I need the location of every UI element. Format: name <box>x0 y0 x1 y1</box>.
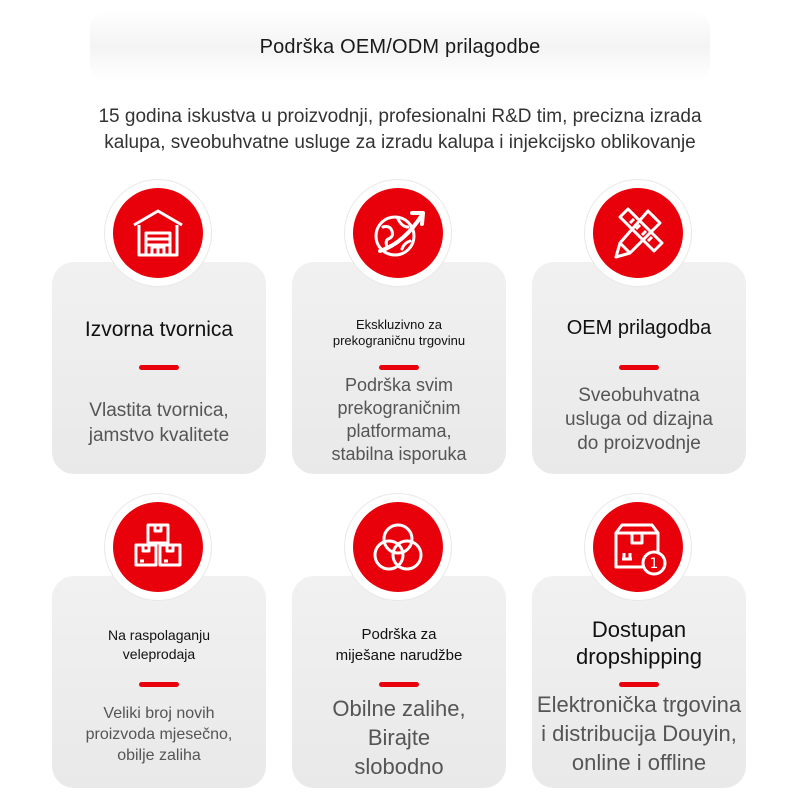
card-description-line: usluga od dizajna <box>565 409 713 430</box>
card-description-line: Veliki broj novih <box>103 705 215 722</box>
dropshipping-badge <box>593 502 683 592</box>
card-description-line: obilje zaliha <box>117 747 201 764</box>
card-title-line: OEM prilagodba <box>566 317 712 339</box>
feature-card-mixed-orders <box>292 576 506 788</box>
feature-card-dropshipping <box>532 576 746 788</box>
card-description <box>512 690 766 777</box>
card-description <box>52 703 266 766</box>
card-title-line: prekograničnu trgovinu <box>332 333 466 348</box>
card-description-line: stabilna isporuka <box>331 444 467 464</box>
card-description <box>292 374 506 466</box>
card-description-line: Elektronička trgovina <box>536 692 742 717</box>
feature-card-cross-border <box>292 262 506 474</box>
card-title-line: dropshipping <box>576 644 702 669</box>
red-divider <box>379 682 419 687</box>
card-title-line: Na raspolaganju <box>108 627 210 643</box>
card-title-line: miješane narudžbe <box>335 647 463 664</box>
page-title: Podrška OEM/ODM prilagodbe <box>259 36 541 58</box>
pencil-ruler-icon <box>608 203 668 263</box>
oem-badge <box>593 188 683 278</box>
card-description-line: slobodno <box>354 754 444 779</box>
card-title <box>532 317 746 340</box>
card-description-line: Vlastita tvornica, <box>89 400 229 421</box>
red-divider <box>619 365 659 370</box>
svg-text:1: 1 <box>649 556 659 572</box>
card-description <box>292 694 506 781</box>
card-description-line: online i offline <box>571 750 707 775</box>
warehouse-icon <box>128 203 188 263</box>
overlapping-circles-icon <box>368 517 428 577</box>
card-title-line: veleprodaja <box>122 646 196 662</box>
card-title <box>52 626 266 664</box>
card-description-line: Obilne zalihe, <box>332 696 466 721</box>
card-description-line: prekograničnim <box>337 398 461 418</box>
page-subtitle <box>40 104 760 156</box>
card-description-line: Birajte <box>367 725 431 750</box>
card-title-line: Dostupan <box>591 617 687 642</box>
card-description-line: Sveobuhvatna <box>578 385 700 406</box>
red-divider <box>139 682 179 687</box>
red-divider <box>139 365 179 370</box>
card-description-line: do proizvodnje <box>577 433 701 454</box>
card-description-line: Podrška svim <box>344 375 454 395</box>
globe-arrow-icon <box>368 203 428 263</box>
feature-card-oem <box>532 262 746 474</box>
red-divider <box>379 365 419 370</box>
card-description <box>52 398 266 448</box>
card-description-line: platformama, <box>346 421 452 441</box>
card-title <box>532 616 746 670</box>
feature-card-wholesale <box>52 576 266 788</box>
card-title <box>52 318 266 342</box>
card-description <box>532 384 746 456</box>
card-title-line: Izvorna tvornica <box>84 318 234 341</box>
package-badge-icon <box>608 517 668 577</box>
mixed-orders-badge <box>353 502 443 592</box>
factory-badge <box>113 188 203 278</box>
card-description-line: proizvoda mjesečno, <box>85 726 233 743</box>
card-title <box>292 317 506 349</box>
card-description-line: i distribucija Douyin, <box>541 721 737 746</box>
card-title <box>292 624 506 666</box>
subtitle-line: 15 godina iskustva u proizvodnji, profesionalni R&D tim, precizna izrada <box>98 106 702 127</box>
card-description-line: jamstvo kvalitete <box>88 425 230 446</box>
cross-border-badge <box>353 188 443 278</box>
red-divider <box>619 682 659 687</box>
card-title-line: Podrška za <box>361 626 437 643</box>
stacked-boxes-icon <box>128 517 188 577</box>
wholesale-badge <box>113 502 203 592</box>
feature-card-factory <box>52 262 266 474</box>
subtitle-line: kalupa, sveobuhvatne usluge za izradu kalupa i injekcijsko oblikovanje <box>104 132 696 153</box>
card-title-line: Ekskluzivno za <box>356 317 442 332</box>
